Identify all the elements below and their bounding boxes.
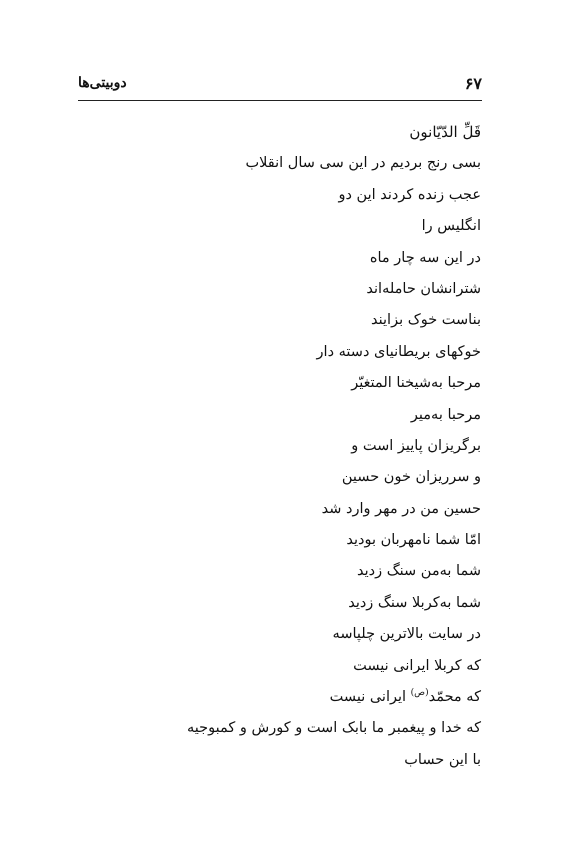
poem-line: در سایت بالاترین چلپاسه [332,626,481,643]
poem-line: که کربلا ایرانی نیست [353,657,481,674]
poem-line: حسین من در مهر وارد شد [321,500,481,517]
poem-title: قَلِّ الدّیّانون [409,123,481,141]
poem-line: شما به‌کربلا سنگ زدید [348,594,481,611]
honorific-mark: (ص) [410,688,429,699]
poem-line: امّا شما نامهربان بودید [346,532,481,549]
poem-line: شترانشان حامله‌اند [366,280,481,297]
poem-line: و سرریزان خون حسین [341,469,481,486]
page-number: ۶۷ [464,74,482,93]
poem-line-text: که محمّد [428,689,481,706]
poem-line: عجب زنده کردند این دو [338,186,481,203]
poem-line: در این سه چار ماه [369,249,481,266]
page-header [78,70,482,101]
poem-line: مرحبا به‌شیخنا المتغیّر [351,375,481,392]
poem-line: بناست خوک بزایند [371,312,481,329]
poem-line: مرحبا به‌میر [410,406,481,423]
poem-line: شما به‌من سنگ زدید [356,563,481,580]
poem-line: با این حساب [404,751,481,768]
poem-line: انگلیس را [421,218,481,235]
poem-line-honorific [81,682,481,713]
poem-line-text: ایرانی نیست [329,689,411,706]
running-title: دوبیتی‌ها [78,75,127,91]
poem-line: برگریزان پاییز است و [351,437,481,454]
poem-line: بسی رنج بردیم در این سی سال انقلاب [245,155,481,172]
poem-line: که خدا و پیغمبر ما بابک است و کورش و کمبوجیه [187,720,481,737]
poem-body [81,117,481,776]
poem-line: خوکهای بریطانیای دسته دار [316,343,481,360]
